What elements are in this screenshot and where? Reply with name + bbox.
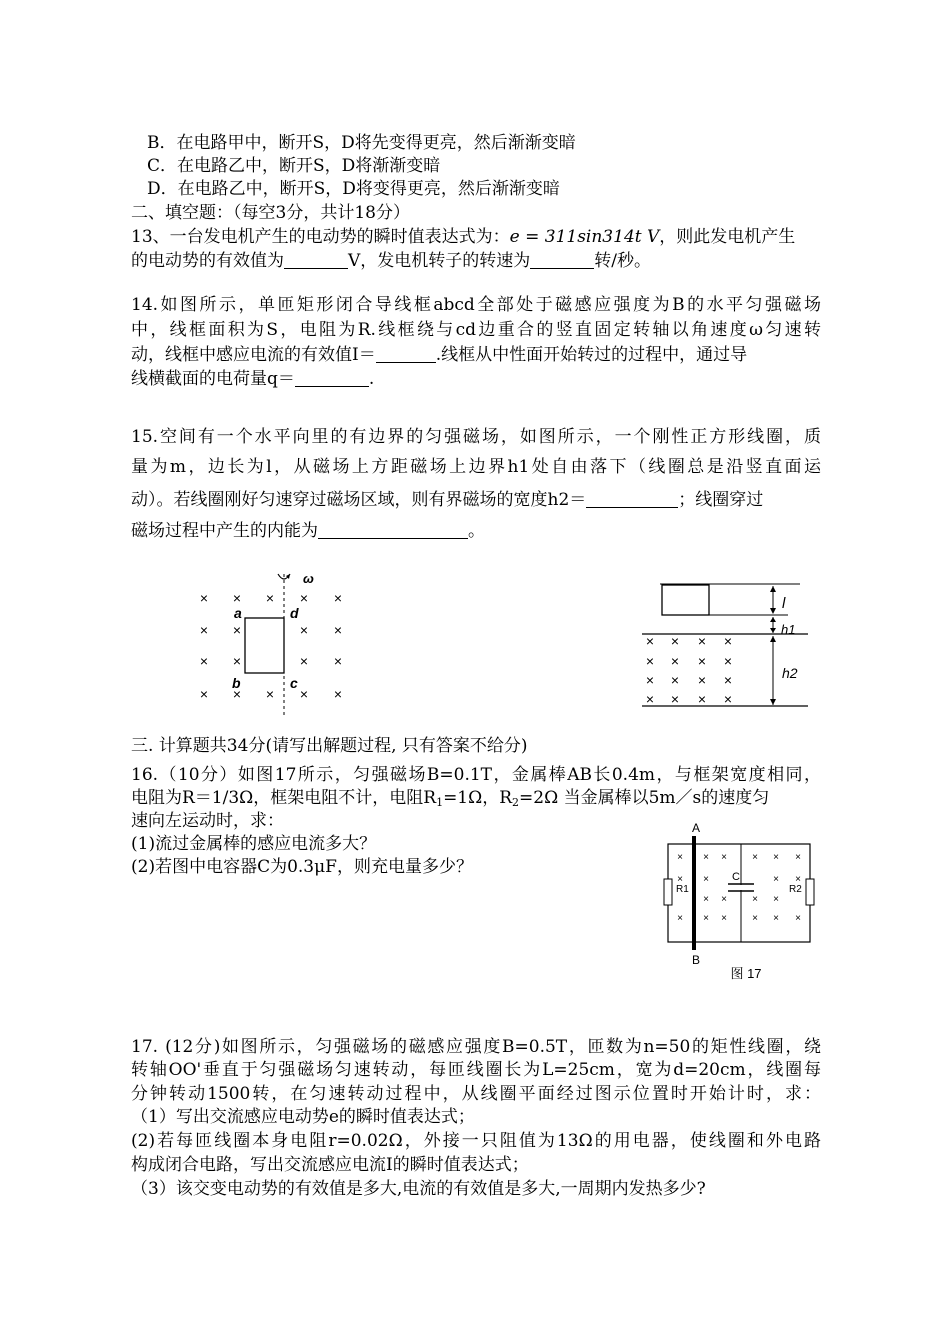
- omega-label: ω: [303, 571, 314, 586]
- svg-text:×: ×: [721, 913, 727, 924]
- section2-title: 二、填空题：（每空3分，共计18分）: [131, 203, 410, 223]
- svg-text:×: ×: [670, 672, 680, 688]
- svg-text:×: ×: [723, 672, 733, 688]
- q15-blank1[interactable]: [586, 489, 678, 508]
- svg-text:×: ×: [645, 633, 655, 649]
- svg-text:×: ×: [333, 622, 343, 638]
- q14-blank2[interactable]: [295, 368, 369, 387]
- corner-d: d: [290, 605, 299, 621]
- svg-text:×: ×: [333, 686, 343, 702]
- square-coil: [662, 585, 709, 615]
- svg-text:×: ×: [670, 633, 680, 649]
- svg-text:×: ×: [723, 653, 733, 669]
- svg-text:×: ×: [645, 672, 655, 688]
- q17-line7: （3）该交变电动势的有效值是多大,电流的有效值是多大,一周期内发热多少?: [131, 1179, 706, 1199]
- svg-text:×: ×: [697, 672, 707, 688]
- q13-blank2[interactable]: [530, 250, 594, 269]
- field-crosses: [200, 590, 342, 702]
- q15-line3: 动）。若线圈刚好匀速穿过磁场区域，则有界磁场的宽度h2＝ ；线圈穿过: [131, 490, 764, 510]
- svg-text:×: ×: [232, 653, 242, 669]
- svg-text:×: ×: [670, 691, 680, 707]
- svg-text:×: ×: [333, 590, 343, 606]
- svg-text:×: ×: [703, 894, 709, 905]
- svg-text:×: ×: [265, 686, 275, 702]
- svg-text:×: ×: [677, 874, 683, 885]
- svg-text:×: ×: [703, 913, 709, 924]
- svg-text:×: ×: [773, 852, 779, 863]
- q14-figure: [190, 568, 360, 718]
- q15-line2: 量为m，边长为l，从磁场上方距磁场上边界h1处自由落下（线圈总是沿竖直面运: [131, 457, 821, 477]
- label-B: B: [691, 953, 701, 967]
- q16-line1: 16.（10分）如图17所示，匀强磁场B=0.1T，金属棒AB长0.4m，与框架宽度相同，: [131, 765, 821, 785]
- svg-text:×: ×: [773, 894, 779, 905]
- q15-line4: 磁场过程中产生的内能为 。: [131, 521, 485, 541]
- svg-text:×: ×: [645, 653, 655, 669]
- svg-text:×: ×: [703, 874, 709, 885]
- svg-text:×: ×: [795, 874, 801, 885]
- svg-text:×: ×: [795, 852, 801, 863]
- figure-17: [658, 818, 823, 983]
- q13-line2: 的电动势的有效值为 V，发电机转子的转速为 转/秒。: [131, 251, 652, 271]
- section3-title: 三. 计算题共34分(请写出解题过程, 只有答案不给分): [131, 736, 528, 756]
- figure-17-caption: 图 17: [730, 966, 762, 981]
- q17-line2: 转轴OO'垂直于匀强磁场匀速转动，每匝线圈长为L=25cm，宽为d=20cm，线圈每: [131, 1060, 821, 1080]
- q14-line1: 14.如图所示，单匝矩形闭合导线框abcd全部处于磁感应强度为B的水平匀强磁场: [131, 295, 821, 315]
- q16-line5: (2)若图中电容器C为0.3μF，则充电量多少？: [131, 857, 473, 877]
- svg-text:×: ×: [697, 653, 707, 669]
- q17-line5: (2)若每匝线圈本身电阻r=0.02Ω，外接一只阻值为13Ω的用电器，使线圈和外电路: [131, 1131, 821, 1151]
- q14-blank1[interactable]: [376, 344, 436, 363]
- svg-text:×: ×: [265, 590, 275, 606]
- svg-text:×: ×: [697, 691, 707, 707]
- label-h2: h2: [782, 665, 798, 681]
- svg-text:×: ×: [299, 622, 309, 638]
- svg-text:×: ×: [299, 653, 309, 669]
- corner-c: c: [290, 675, 298, 691]
- coil-frame: [245, 618, 284, 673]
- svg-text:×: ×: [703, 852, 709, 863]
- svg-text:×: ×: [721, 852, 727, 863]
- svg-text:×: ×: [199, 590, 209, 606]
- q17-line6: 构成闭合电路，写出交流感应电流I的瞬时值表达式；: [131, 1155, 529, 1175]
- svg-text:×: ×: [670, 653, 680, 669]
- svg-text:×: ×: [199, 686, 209, 702]
- q13-blank1[interactable]: [284, 250, 348, 269]
- q16-line4: (1)流过金属棒的感应电流多大？: [131, 834, 377, 854]
- svg-text:×: ×: [232, 622, 242, 638]
- svg-text:×: ×: [752, 852, 758, 863]
- svg-text:×: ×: [773, 913, 779, 924]
- svg-text:×: ×: [723, 691, 733, 707]
- q13-formula: e = 311sin314t V: [509, 227, 660, 247]
- corner-a: a: [234, 605, 242, 621]
- label-R1: R1: [676, 884, 689, 895]
- svg-text:×: ×: [199, 622, 209, 638]
- svg-text:×: ×: [299, 686, 309, 702]
- svg-text:×: ×: [752, 894, 758, 905]
- svg-text:×: ×: [721, 894, 727, 905]
- q17-line3: 分钟转动1500转，在匀速转动过程中，从线圈平面经过图示位置时开始计时，求：: [131, 1084, 821, 1104]
- svg-text:×: ×: [299, 590, 309, 606]
- svg-text:×: ×: [697, 633, 707, 649]
- q14-line2: 中，线框面积为S，电阻为R.线框绕与cd边重合的竖直固定转轴以角速度ω匀速转: [131, 320, 821, 340]
- svg-text:×: ×: [795, 913, 801, 924]
- svg-text:×: ×: [677, 852, 683, 863]
- q17-line4: （1）写出交流感应电动势e的瞬时值表达式；: [131, 1107, 475, 1127]
- svg-text:×: ×: [199, 653, 209, 669]
- q17-line1: 17. (12分)如图所示，匀强磁场的磁感应强度B=0.5T，匝数为n=50的矩性线圈，绕: [131, 1037, 821, 1057]
- q16-line2: 电阻为R＝1/3Ω，框架电阻不计，电阻$R_1=1\Omega$，$R_2=2\Omega$ 当金属棒以5m／s的速度匀: [131, 788, 770, 809]
- svg-text:×: ×: [333, 653, 343, 669]
- resistor-r1: [664, 879, 672, 905]
- label-R2: R2: [789, 884, 802, 895]
- svg-text:×: ×: [723, 633, 733, 649]
- svg-text:×: ×: [773, 874, 779, 885]
- q14-line3: 动，线框中感应电流的有效值I＝ .线框从中性面开始转过的过程中，通过导: [131, 345, 748, 365]
- label-C: C: [732, 871, 740, 883]
- option-c: C．在电路乙中，断开S，D将渐渐变暗: [147, 156, 441, 176]
- field-crosses: [646, 633, 732, 707]
- label-h1: h1: [781, 622, 796, 637]
- q15-line1: 15.空间有一个水平向里的有边界的匀强磁场，如图所示，一个刚性正方形线圈，质: [131, 427, 821, 447]
- svg-text:×: ×: [232, 686, 242, 702]
- label-A: A: [691, 821, 701, 835]
- q15-figure: [640, 578, 810, 714]
- svg-text:×: ×: [752, 913, 758, 924]
- svg-text:×: ×: [645, 691, 655, 707]
- label-l: l: [782, 595, 786, 612]
- q13-line1: 13、一台发电机产生的电动势的瞬时值表达式为：e = 311sin314t V，则此发电机产生: [131, 227, 796, 247]
- q14-line4: 线横截面的电荷量q＝ .: [131, 369, 375, 389]
- corner-b: b: [232, 675, 241, 691]
- svg-text:×: ×: [232, 590, 242, 606]
- q15-blank2[interactable]: [318, 520, 468, 539]
- resistor-r2: [806, 879, 814, 905]
- option-d: D．在电路乙中，断开S，D将变得更亮，然后渐渐变暗: [147, 179, 560, 199]
- q16-line3: 速向左运动时，求：: [131, 811, 284, 831]
- option-b: B．在电路甲中，断开S，D将先变得更亮，然后渐渐变暗: [147, 133, 576, 153]
- svg-text:×: ×: [677, 913, 683, 924]
